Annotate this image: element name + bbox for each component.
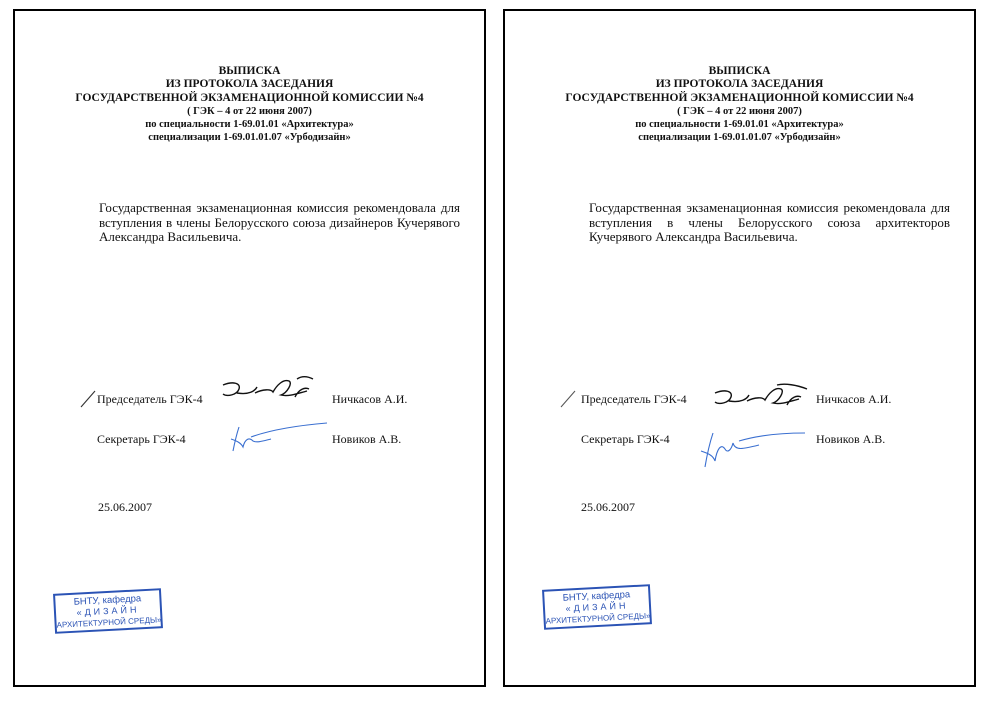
header-line-specialty: по специальности 1-69.01.01 «Архитектура» <box>635 119 844 131</box>
header-line-commission: ГОСУДАРСТВЕННОЙ ЭКЗАМЕНАЦИОННОЙ КОМИССИИ №4 <box>565 91 914 104</box>
secretary-name: Новиков А.В. <box>332 432 402 446</box>
stamp-line-1: БНТУ, кафедра <box>562 589 631 604</box>
stamp-line-3: АРХИТЕКТУРНОЙ СРЕДЫ» <box>545 611 651 626</box>
stamp-line-1: БНТУ, кафедра <box>73 593 142 608</box>
header-line-specialization: специализации 1-69.01.01.07 «Урбодизайн» <box>638 132 841 144</box>
header-line-commission: ГОСУДАРСТВЕННОЙ ЭКЗАМЕНАЦИОННОЙ КОМИССИИ №4 <box>75 91 424 104</box>
secretary-name: Новиков А.В. <box>816 432 886 446</box>
header-line-specialization: специализации 1-69.01.01.07 «Урбодизайн» <box>148 132 351 144</box>
chair-name: Ничкасов А.И. <box>332 392 408 406</box>
recommendation-text: Государственная экзаменационная комиссия рекомендовала для вступления в члены Белорусского союза дизайнеров Кучерявого Александра Васильевича. <box>99 200 460 244</box>
header-title: ВЫПИСКА <box>708 65 771 77</box>
stamp-line-2: «ДИЗАЙН <box>565 600 629 614</box>
header-line-gek: ( ГЭК – 4 от 22 июня 2007) <box>677 105 802 117</box>
header-line-protocol: ИЗ ПРОТОКОЛА ЗАСЕДАНИЯ <box>165 78 334 91</box>
document-header <box>505 65 974 145</box>
secretary-role: Секретарь ГЭК-4 <box>581 432 670 446</box>
secretary-role: Секретарь ГЭК-4 <box>97 432 186 446</box>
recommendation-text: Государственная экзаменационная комиссия рекомендовала для вступления в члены Белорусского союза архитекторов Кучерявого Александра Васильевича. <box>589 200 950 244</box>
header-line-protocol: ИЗ ПРОТОКОЛА ЗАСЕДАНИЯ <box>655 78 824 91</box>
stamp-line-3: АРХИТЕКТУРНОЙ СРЕДЫ» <box>56 615 162 630</box>
chair-role: Председатель ГЭК-4 <box>97 392 203 406</box>
chair-signature <box>711 373 811 413</box>
chair-role: Председатель ГЭК-4 <box>581 392 687 406</box>
chair-signature <box>219 367 319 409</box>
pen-mark <box>559 389 579 409</box>
document-date: 25.06.2007 <box>581 500 635 514</box>
department-stamp <box>53 588 163 634</box>
department-stamp <box>542 584 652 630</box>
header-title: ВЫПИСКА <box>218 65 281 77</box>
document-header <box>15 65 484 145</box>
header-line-gek: ( ГЭК – 4 от 22 июня 2007) <box>187 105 312 117</box>
stamp-line-2: «ДИЗАЙН <box>76 604 140 618</box>
secretary-signature <box>223 419 333 455</box>
pen-mark <box>79 389 99 409</box>
secretary-signature <box>699 423 809 471</box>
document-page-right <box>503 9 976 687</box>
chair-name: Ничкасов А.И. <box>816 392 892 406</box>
document-date: 25.06.2007 <box>98 500 152 514</box>
header-line-specialty: по специальности 1-69.01.01 «Архитектура» <box>145 119 354 131</box>
document-page-left <box>13 9 486 687</box>
